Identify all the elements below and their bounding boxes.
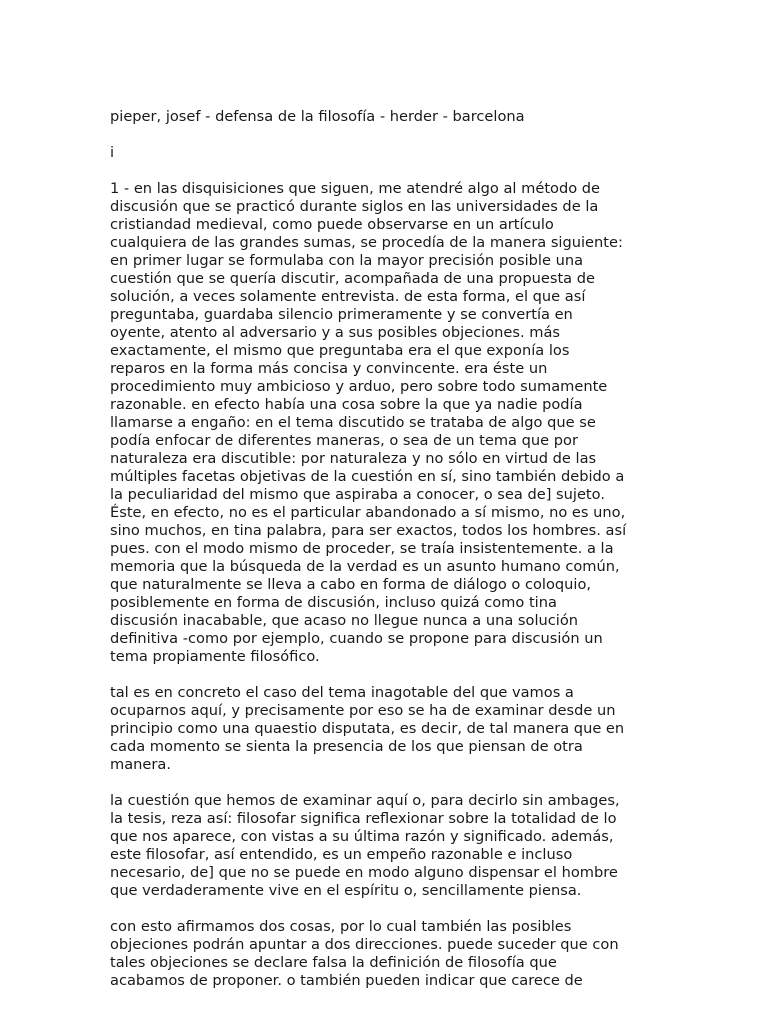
text-line: necesario, de] que no se puede en modo alguno dispensar el hombre (110, 864, 618, 881)
text-line: que nos aparece, con vistas a su última razón y significado. además, (110, 828, 614, 845)
text-line: objeciones podrán apuntar a dos direcciones. puede suceder que con (110, 936, 619, 953)
text-line: sino muchos, en tina palabra, para ser exactos, todos los hombres. así (110, 522, 627, 539)
text-line: oyente, atento al adversario y a sus posibles objeciones. más (110, 324, 561, 341)
text-line: naturaleza era discutible: por naturaleza y no sólo en virtud de las (110, 450, 597, 467)
text-line: podía enfocar de diferentes maneras, o sea de un tema que por (110, 432, 578, 449)
text-line: memoria que la búsqueda de la verdad es un asunto humano común, (110, 558, 620, 575)
text-line: ocuparnos aquí, y precisamente por eso se ha de examinar desde un (110, 702, 616, 719)
text-line: 1 - en las disquisiciones que siguen, me atendré algo al método de (110, 180, 601, 197)
heading-text: pieper, josef - defensa de la filosofía - herder - barcelona (110, 108, 525, 125)
text-line: en primer lugar se formulaba con la mayor precisión posible una (110, 252, 584, 269)
body-text (110, 180, 658, 990)
text-line: este filosofar, así entendido, es un empeño razonable e incluso (110, 846, 573, 863)
text-line: múltiples facetas objetivas de la cuestión en sí, sino también debido a (110, 468, 625, 485)
text-line: exactamente, el mismo que preguntaba era el que exponía los (110, 342, 570, 359)
text-line: procedimiento muy ambicioso y arduo, pero sobre todo sumamente (110, 378, 608, 395)
paragraph (110, 792, 658, 900)
paragraph (110, 918, 658, 990)
text-line: reparos en la forma más concisa y convincente. era éste un (110, 360, 548, 377)
text-line: tema propiamente filosófico. (110, 648, 320, 665)
text-line: cristiandad medieval, como puede observarse en un artículo (110, 216, 554, 233)
text-line: con esto afirmamos dos cosas, por lo cual también las posibles (110, 918, 572, 935)
text-line: llamarse a engaño: en el tema discutido se trataba de algo que se (110, 414, 596, 431)
text-line: la cuestión que hemos de examinar aquí o, para decirlo sin ambages, (110, 792, 620, 809)
paragraph (110, 684, 658, 774)
text-line: pues. con el modo mismo de proceder, se traía insistentemente. a la (110, 540, 614, 557)
text-line: la peculiaridad del mismo que aspiraba a conocer, o sea de] sujeto. (110, 486, 605, 503)
text-line: discusión inacabable, que acaso no llegue nunca a una solución (110, 612, 579, 629)
text-line: que naturalmente se lleva a cabo en forma de diálogo o coloquio, (110, 576, 592, 593)
text-line: la tesis, reza así: filosofar significa reflexionar sobre la totalidad de lo (110, 810, 617, 827)
text-line: cada momento se sienta la presencia de los que piensan de otra (110, 738, 583, 755)
text-line: definitiva -como por ejemplo, cuando se propone para discusión un (110, 630, 603, 647)
text-line: que verdaderamente vive en el espíritu o, sencillamente piensa. (110, 882, 582, 899)
text-line: tales objeciones se declare falsa la definición de filosofía que (110, 954, 557, 971)
text-line: Éste, en efecto, no es el particular abandonado a sí mismo, no es uno, (110, 504, 626, 521)
text-line: solución, a veces solamente entrevista. de esta forma, el que así (110, 288, 586, 305)
document-heading (110, 108, 658, 126)
document-page (110, 108, 658, 1008)
text-line: discusión que se practicó durante siglos en las universidades de la (110, 198, 599, 215)
text-line: acabamos de proponer. o también pueden indicar que carece de (110, 972, 583, 989)
text-line: razonable. en efecto había una cosa sobre la que ya nadie podía (110, 396, 583, 413)
section-marker (110, 144, 658, 162)
text-line: principio como una quaestio disputata, es decir, de tal manera que en (110, 720, 625, 737)
text-line: manera. (110, 756, 171, 773)
text-line: posiblemente en forma de discusión, incluso quizá como tina (110, 594, 557, 611)
section-marker-text: i (110, 144, 115, 161)
text-line: tal es en concreto el caso del tema inagotable del que vamos a (110, 684, 574, 701)
text-line: cualquiera de las grandes sumas, se procedía de la manera siguiente: (110, 234, 623, 251)
text-line: cuestión que se quería discutir, acompañada de una propuesta de (110, 270, 596, 287)
text-line: preguntaba, guardaba silencio primeramente y se convertía en (110, 306, 573, 323)
paragraph (110, 180, 658, 666)
